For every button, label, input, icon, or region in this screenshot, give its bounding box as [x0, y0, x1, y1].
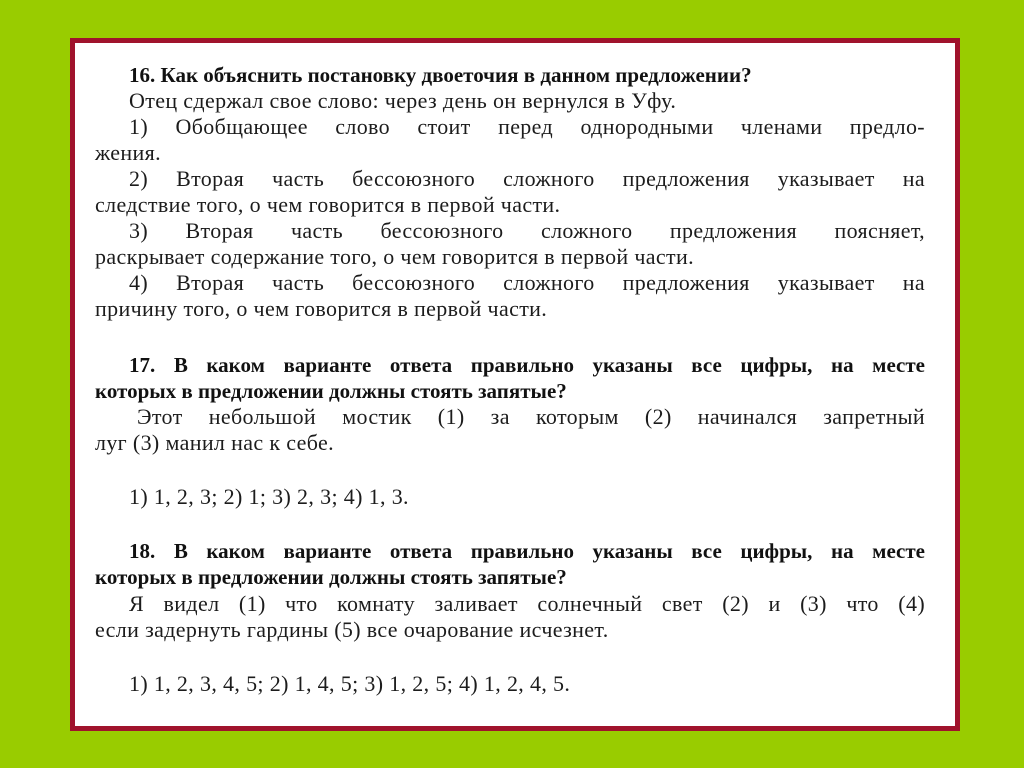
q18-answer-options: 1) 1, 2, 3, 4, 5; 2) 1, 4, 5; 3) 1, 2, 5; 4) 1, 2, 4, 5. [129, 671, 571, 696]
q17-sentence-line-2: луг (3) манил нас к себе. [95, 430, 334, 455]
q16-title: 16. Как объяснить постановку двоеточия в данном предложении? [129, 63, 752, 87]
q16-option-1-line-2: жения. [95, 140, 161, 165]
q18-title-line-1: 18. В каком варианте ответа правильно указаны все цифры, на месте [129, 539, 925, 563]
q18-sentence-line-2: если задернуть гардины (5) все очарование исчезнет. [95, 617, 609, 642]
worksheet-page [70, 38, 960, 731]
q18-title-line-2: которых в предложении должны стоять запятые? [95, 565, 567, 589]
q16-option-4-line-1: 4) Вторая часть бессоюзного сложного предложения указывает на [129, 270, 925, 295]
q16-sentence: Отец сдержал свое слово: через день он вернулся в Уфу. [129, 88, 677, 113]
q16-option-1-line-1: 1) Обобщающее слово стоит перед однородными членами предло- [129, 114, 925, 139]
q17-title-line-1: 17. В каком варианте ответа правильно указаны все цифры, на месте [129, 353, 925, 377]
q16-option-3-line-1: 3) Вторая часть бессоюзного сложного предложения поясняет, [129, 218, 925, 243]
q16-option-4-line-2: причину того, о чем говорится в первой части. [95, 296, 548, 321]
q17-answer-options: 1) 1, 2, 3; 2) 1; 3) 2, 3; 4) 1, 3. [129, 484, 409, 509]
q16-option-2-line-1: 2) Вторая часть бессоюзного сложного предложения указывает на [129, 166, 925, 191]
q16-option-3-line-2: раскрывает содержание того, о чем говорится в первой части. [95, 244, 694, 269]
q17-title-line-2: которых в предложении должны стоять запятые? [95, 379, 567, 403]
q18-sentence-line-1: Я видел (1) что комнату заливает солнечный свет (2) и (3) что (4) [129, 591, 925, 616]
q17-sentence-line-1: Этот небольшой мостик (1) за которым (2) начинался запретный [137, 404, 925, 429]
q16-option-2-line-2: следствие того, о чем говорится в первой части. [95, 192, 561, 217]
